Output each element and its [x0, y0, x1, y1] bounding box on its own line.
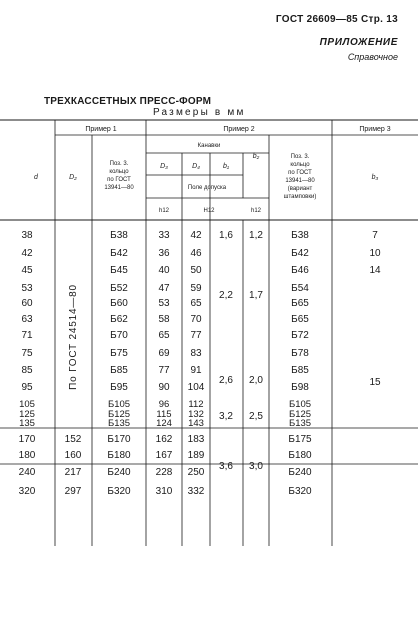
cell-D3: 36 [158, 248, 170, 259]
cell-d: 63 [21, 314, 33, 325]
cell-d: 125 [19, 409, 35, 420]
header-tolerance: Поле допуска [187, 185, 227, 191]
header-ring2-line: кольцо [290, 162, 310, 168]
cell-ring1: Б180 [107, 450, 131, 461]
table-title: ТРЕХКАССЕТНЫХ ПРЕСС-ФОРМ [44, 96, 212, 107]
cell-D3: 69 [158, 348, 170, 359]
cell-D4: 59 [190, 283, 202, 294]
rotated-gost-note: По ГОСТ 24514—80 [68, 284, 79, 390]
cell-b1-group: 3,2 [219, 411, 233, 422]
cell-ring2: Б54 [291, 283, 309, 294]
cell-d: 71 [21, 330, 33, 341]
cell-ring1: Б320 [107, 486, 131, 497]
cell-D4: 132 [188, 409, 204, 420]
cell-ring2: Б72 [291, 330, 309, 341]
header-grooves: Канавки [197, 143, 221, 149]
header-h12-1: h12 [158, 208, 170, 214]
header-ring2-line: штамповки) [283, 194, 317, 200]
cell-ring1: Б52 [110, 283, 128, 294]
cell-b3: 7 [372, 230, 378, 241]
cell-d: 320 [18, 486, 36, 497]
cell-ring2: Б85 [291, 365, 309, 376]
cell-d: 105 [19, 399, 35, 410]
appendix-title: ПРИЛОЖЕНИЕ [319, 37, 398, 48]
cell-D4: 83 [190, 348, 202, 359]
cell-d: 240 [18, 467, 36, 478]
cell-D3: 96 [158, 399, 170, 410]
cell-ring2: Б135 [288, 418, 312, 429]
cell-d: 170 [18, 434, 36, 445]
cell-d: 45 [21, 265, 33, 276]
cell-b1-group: 3,6 [219, 461, 233, 472]
cell-d: 135 [19, 418, 35, 429]
header-example-2: Пример 2 [223, 126, 255, 133]
cell-ring1: Б240 [107, 467, 131, 478]
cell-ring2: Б46 [291, 265, 309, 276]
header-ring2-line: по ГОСТ [288, 170, 312, 176]
cell-D4: 189 [187, 450, 205, 461]
units-note: Размеры в мм [153, 107, 246, 118]
cell-D2: 297 [64, 486, 82, 497]
appendix-subtitle: Справочное [347, 52, 398, 62]
cell-d: 42 [21, 248, 33, 259]
header-b1: b₁ [222, 163, 230, 170]
cell-ring2: Б240 [288, 467, 312, 478]
cell-b2-group: 3,0 [249, 461, 263, 472]
cell-D4: 143 [188, 418, 204, 429]
header-ring1-line: по ГОСТ [107, 177, 131, 183]
header-ring2-line: 13941—80 [285, 178, 315, 184]
cell-d: 180 [18, 450, 36, 461]
cell-ring2: Б180 [288, 450, 312, 461]
header-h12-2: h12 [250, 208, 262, 214]
cell-D4: 65 [190, 298, 202, 309]
cell-ring1: Б38 [110, 230, 128, 241]
cell-ring2: Б38 [291, 230, 309, 241]
cell-b3: 14 [369, 265, 381, 276]
cell-D3: 40 [158, 265, 170, 276]
cell-ring1: Б75 [110, 348, 128, 359]
cell-D3: 90 [158, 382, 170, 393]
cell-D4: 42 [190, 230, 202, 241]
cell-D3: 310 [155, 486, 173, 497]
cell-D4: 91 [190, 365, 202, 376]
cell-ring1: Б170 [107, 434, 131, 445]
cell-ring2: Б65 [291, 298, 309, 309]
cell-D4: 46 [190, 248, 202, 259]
cell-d: 85 [21, 365, 33, 376]
table-header [34, 126, 391, 214]
table-body [19, 230, 381, 497]
header-example-3: Пример 3 [359, 126, 391, 133]
header-d: d [34, 174, 38, 181]
cell-D3: 162 [155, 434, 173, 445]
cell-b3: 10 [369, 248, 381, 259]
cell-D4: 70 [190, 314, 202, 325]
cell-ring2: Б320 [288, 486, 312, 497]
cell-ring1: Б95 [110, 382, 128, 393]
header-b3: b₃ [371, 174, 379, 181]
header-D4: D₄ [192, 163, 200, 170]
cell-b2-group: 2,5 [249, 411, 263, 422]
cell-d: 95 [21, 382, 33, 393]
cell-d: 53 [21, 283, 33, 294]
cell-ring1: Б135 [107, 418, 131, 429]
cell-D4: 50 [190, 265, 202, 276]
cell-ring1: Б42 [110, 248, 128, 259]
header-D2: D₂ [69, 174, 77, 181]
cell-D3: 47 [158, 283, 170, 294]
cell-D2: 160 [64, 450, 82, 461]
cell-ring1: Б60 [110, 298, 128, 309]
cell-D3: 115 [156, 409, 172, 420]
cell-D3: 167 [155, 450, 173, 461]
cell-D3: 58 [158, 314, 170, 325]
cell-D3: 77 [158, 365, 170, 376]
cell-b2-group: 1,7 [249, 290, 263, 301]
cell-d: 38 [21, 230, 33, 241]
cell-b2-group: 2,0 [249, 375, 263, 386]
cell-b1-group: 2,2 [219, 290, 233, 301]
cell-ring2: Б105 [288, 399, 312, 410]
cell-D2: 152 [64, 434, 82, 445]
cell-b3: 15 [369, 377, 381, 388]
cell-D3: 53 [158, 298, 170, 309]
cell-D4: 77 [190, 330, 202, 341]
cell-ring2: Б42 [291, 248, 309, 259]
page-reference: ГОСТ 26609—85 Стр. 13 [275, 14, 398, 25]
cell-D4: 250 [187, 467, 205, 478]
header-ring1-line: 13941—80 [104, 185, 134, 191]
cell-D3: 228 [155, 467, 173, 478]
cell-b1-group: 2,6 [219, 375, 233, 386]
cell-d: 75 [21, 348, 33, 359]
cell-ring1: Б85 [110, 365, 128, 376]
cell-ring1: Б70 [110, 330, 128, 341]
cell-b1-group: 1,6 [219, 230, 233, 241]
cell-ring2: Б65 [291, 314, 309, 325]
header-example-1: Пример 1 [85, 126, 117, 133]
cell-ring2: Б98 [291, 382, 309, 393]
cell-D3: 124 [156, 418, 172, 429]
cell-ring2: Б175 [288, 434, 312, 445]
header-H12: H12 [203, 208, 215, 214]
header-ring1-line: кольцо [109, 169, 129, 175]
cell-D2: 217 [64, 467, 82, 478]
cell-D4: 112 [188, 399, 204, 410]
cell-d: 60 [21, 298, 33, 309]
header-D3: D₃ [160, 163, 168, 170]
cell-ring1: Б105 [107, 399, 131, 410]
cell-ring1: Б125 [107, 409, 131, 420]
cell-ring1: Б62 [110, 314, 128, 325]
cell-D3: 65 [158, 330, 170, 341]
cell-ring2: Б125 [288, 409, 312, 420]
cell-D4: 183 [187, 434, 205, 445]
header-ring1-line: Поз. 3. [109, 161, 129, 167]
cell-ring1: Б45 [110, 265, 128, 276]
cell-D4: 332 [187, 486, 205, 497]
cell-b2-group: 1,2 [249, 230, 263, 241]
header-ring2-line: Поз. 3. [290, 154, 310, 160]
header-ring2-line: (вариант [287, 186, 313, 192]
cell-ring2: Б78 [291, 348, 309, 359]
header-b2: b₂ [252, 153, 260, 160]
cell-D4: 104 [187, 382, 205, 393]
cell-D3: 33 [158, 230, 170, 241]
